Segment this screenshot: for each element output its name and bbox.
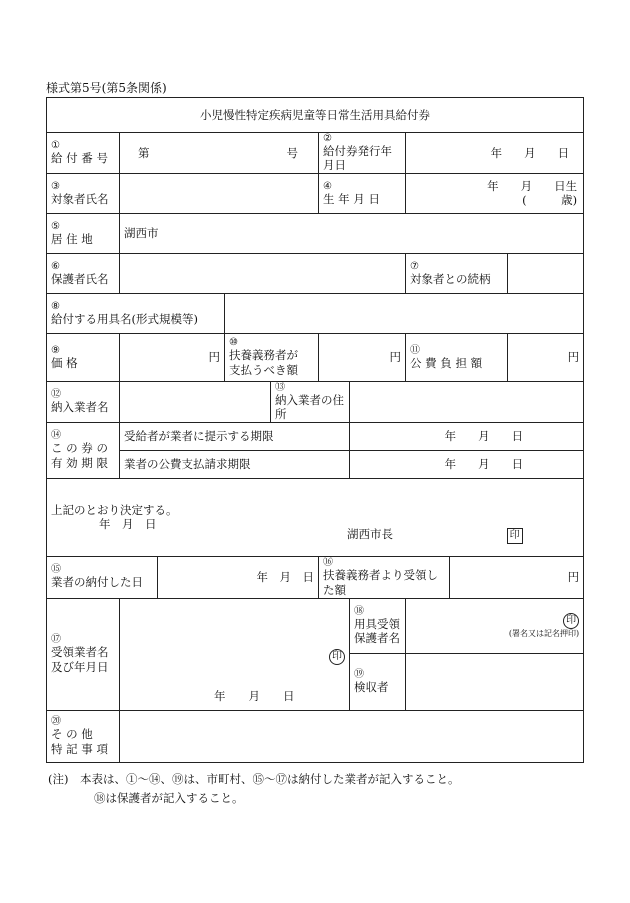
field-birth-date[interactable]: 年 月 日生 ( 歳): [406, 173, 584, 213]
label-public-expense: ⑪ 公 費 負 担 額: [406, 333, 508, 381]
decision-block: [47, 478, 584, 556]
seal-icon: 印: [329, 649, 345, 665]
field-receiving-supplier[interactable]: [120, 598, 350, 710]
field-inspector[interactable]: [406, 653, 584, 710]
seal-icon: 印: [563, 613, 579, 629]
note-line-2: ⑱は保護者が記入すること。: [94, 791, 244, 805]
label-equipment-name: ⑧ 給付する用具名(形式規模等): [47, 293, 225, 333]
field-guardian-name[interactable]: [120, 253, 406, 293]
label-inspector: ⑲ 検収者: [350, 653, 406, 710]
label-received-amount: ⑯ 扶養義務者より受領した額: [319, 556, 450, 598]
field-received-amount[interactable]: 円: [450, 556, 584, 598]
field-equipment-name[interactable]: [225, 293, 584, 333]
label-other-notes: ⑳ そ の 他 特 記 事 項: [47, 710, 120, 762]
decision-text: 上記のとおり決定する。: [51, 502, 178, 517]
field-relationship[interactable]: [508, 253, 584, 293]
mayor-label: 湖西市長: [347, 526, 393, 541]
form-number: 様式第5号(第5条関係): [46, 81, 167, 95]
field-issue-date[interactable]: 年 月 日: [406, 133, 584, 174]
label-receiving-supplier: ⑰ 受領業者名 及び年月日: [47, 598, 120, 710]
label-issue-date: ② 給付券発行年月日: [319, 133, 406, 174]
field-supplier-name[interactable]: [120, 381, 271, 422]
label-presentation-deadline: 受給者が業者に提示する期限: [120, 422, 350, 450]
label-guardian-payment: ⑩ 扶養義務者が 支払うべき額: [225, 333, 319, 381]
label-residence: ⑤ 居 住 地: [47, 213, 120, 253]
label-relationship: ⑦ 対象者との続柄: [406, 253, 508, 293]
label-birth-date: ④ 生 年 月 日: [319, 173, 406, 213]
label-guardian-receipt: ⑱ 用具受領 保護者名: [350, 598, 406, 653]
supplier-receipt-date: 年 月 日: [214, 689, 295, 704]
field-residence[interactable]: 湖西市: [120, 213, 584, 253]
field-supplier-address[interactable]: [350, 381, 584, 422]
label-delivery-date: ⑮ 業者の納付した日: [47, 556, 158, 598]
voucher-form: [46, 97, 584, 763]
field-guardian-payment[interactable]: 円: [319, 333, 406, 381]
field-other-notes[interactable]: [120, 710, 584, 762]
field-delivery-date[interactable]: 年 月 日: [158, 556, 319, 598]
label-validity-period: ⑭ こ の 券 の 有 効 期 限: [47, 422, 120, 478]
seal-icon: 印: [507, 528, 523, 544]
field-billing-deadline[interactable]: 年 月 日: [350, 450, 584, 478]
field-presentation-deadline[interactable]: 年 月 日: [350, 422, 584, 450]
field-public-expense[interactable]: 円: [508, 333, 584, 381]
field-price[interactable]: 円: [120, 333, 225, 381]
label-supplier-name: ⑫ 納入業者名: [47, 381, 120, 422]
note-line-1: (注) 本表は、①～⑭、⑲は、市町村、⑮～⑰は納付した業者が記入すること。: [48, 772, 460, 786]
label-billing-deadline: 業者の公費支払請求期限: [120, 450, 350, 478]
field-guardian-receipt[interactable]: [406, 598, 584, 653]
field-benefit-number[interactable]: 第 号: [120, 133, 319, 174]
form-title: 小児慢性特定疾病児童等日常生活用具給付券: [47, 98, 584, 133]
label-benefit-number: ① 給 付 番 号: [47, 133, 120, 174]
label-subject-name: ③ 対象者氏名: [47, 173, 120, 213]
signature-note: (署名又は記名押印): [508, 629, 580, 638]
label-guardian-name: ⑥ 保護者氏名: [47, 253, 120, 293]
decision-date[interactable]: 年 月 日: [99, 517, 157, 531]
label-supplier-address: ⑬ 納入業者の住所: [271, 381, 350, 422]
label-price: ⑨ 価 格: [47, 333, 120, 381]
field-subject-name[interactable]: [120, 173, 319, 213]
